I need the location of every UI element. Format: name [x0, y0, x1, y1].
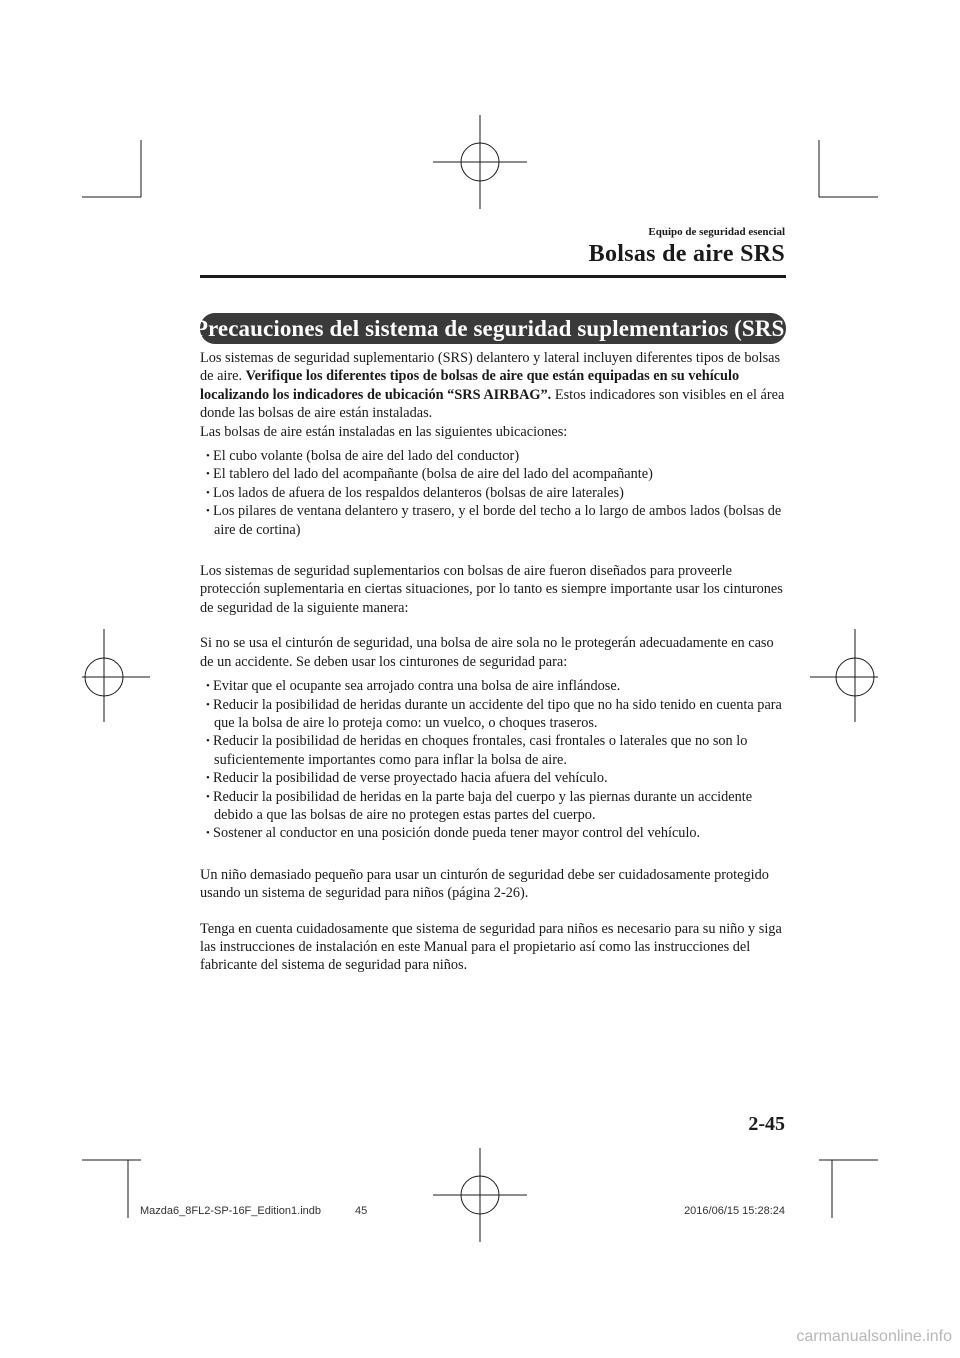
list-item	[206, 696, 790, 733]
locations-intro: Las bolsas de aire están instaladas en las siguientes ubicaciones:	[200, 423, 568, 440]
list-item-text: Sostener al conductor en una posición donde pueda tener mayor control del vehículo.	[213, 825, 701, 842]
list-item-text: El tablero del lado del acompañante (bolsa de aire del lado del acompañante)	[213, 466, 653, 483]
list-item-text: Reducir la posibilidad de verse proyectado hacia afuera del vehículo.	[213, 770, 608, 787]
bullet-icon: •	[206, 450, 210, 463]
footer-datetime: 2016/06/15 15:28:24	[684, 1205, 785, 1217]
list-item	[206, 824, 790, 842]
child-paragraph: Un niño demasiado pequeño para usar un cinturón de seguridad debe ser cuidadosamente protegido usando un sistema de seguridad para niños (página 2-26).	[200, 866, 769, 902]
list-item-text: Los lados de afuera de los respaldos delanteros (bolsas de aire laterales)	[213, 484, 624, 501]
list-item	[206, 732, 790, 769]
header-section-title: Equipo de seguridad esencial	[648, 226, 785, 238]
belt-paragraph: Si no se usa el cinturón de seguridad, una bolsa de aire sola no le protegerán adecuadamente en caso de un accidente. Se deben usar los cinturones de seguridad para:	[200, 635, 774, 670]
watermark: carmanualsonline.info	[796, 1328, 952, 1345]
bullet-icon: •	[206, 468, 210, 481]
list-item	[206, 465, 790, 483]
bullet-icon: •	[206, 790, 210, 803]
list-item-text: Los pilares de ventana delantero y trasero, y el borde del techo a lo largo de ambos lados (bolsas de aire de cortina)	[213, 503, 782, 538]
header-chapter-title: Bolsas de aire SRS	[588, 241, 785, 267]
list-item	[206, 769, 790, 787]
bullet-icon: •	[206, 680, 210, 693]
bullet-icon: •	[206, 827, 210, 840]
list-item-text: Reducir la posibilidad de heridas durante un accidente del tipo que no ha sido tenido en cuenta para que la bolsa de aire lo proteja como: un vuelco, o choques traseros.	[213, 696, 782, 731]
list-item	[206, 502, 790, 539]
list-item	[206, 788, 790, 825]
list-item	[206, 484, 790, 502]
banner-title: Precauciones del sistema de seguridad suplementarios (SRS)	[193, 315, 793, 341]
bullet-icon: •	[206, 772, 210, 785]
footer-page: 45	[355, 1205, 368, 1217]
footer-filename: Mazda6_8FL2-SP-16F_Edition1.indb	[140, 1205, 322, 1217]
header-divider	[200, 275, 786, 278]
list-item-text: Reducir la posibilidad de heridas en choques frontales, casi frontales o laterales que no son lo suficientemente importantes como para inflar la bolsa de aire.	[213, 733, 748, 768]
list-item	[206, 447, 790, 465]
bullet-icon: •	[206, 698, 210, 711]
list-item-text: Reducir la posibilidad de heridas en la parte baja del cuerpo y las piernas durante un accidente debido a que las bolsas de aire no protegen estas partes del cuerpo.	[213, 788, 753, 823]
list-item-text: El cubo volante (bolsa de aire del lado del conductor)	[213, 448, 520, 465]
list-item	[206, 677, 790, 695]
section-banner	[193, 313, 793, 344]
list-item-text: Evitar que el ocupante sea arrojado contra una bolsa de aire inflándose.	[213, 678, 621, 695]
intro-text-after: Estos indicadores son visibles en el área donde las bolsas de aire están instaladas.	[200, 386, 785, 422]
bullet-icon: •	[206, 486, 210, 499]
intro-text: Los sistemas de seguridad suplementario (SRS) delantero y lateral incluyen diferentes tipos de bolsas de aire.	[200, 350, 781, 385]
locations-list	[200, 447, 790, 539]
bullet-icon: •	[206, 505, 210, 518]
intro-bold-text: Verifique los diferentes tipos de bolsas de aire que están equipadas en su vehículo localizando los indicadores de ubicación “SRS AIRBAG”.	[200, 368, 740, 403]
design-paragraph: Los sistemas de seguridad suplementarios con bolsas de aire fueron diseñados para proveerle protección suplementaria en ciertas situaciones, por lo tanto es siempre importante usar los cinturones de seguridad de la siguiente manera:	[200, 563, 783, 616]
intro-paragraph	[200, 349, 790, 423]
instructions-paragraph: Tenga en cuenta cuidadosamente que sistema de seguridad para niños es necesario para su niño y siga las instrucciones de instalación en este Manual para el propietario así como las instrucciones del fabricante del sistema de seguridad para niños.	[200, 920, 782, 974]
belt-reasons-list	[200, 677, 790, 843]
body-text	[200, 349, 790, 975]
page-number: 2-45	[748, 1113, 785, 1135]
bullet-icon: •	[206, 735, 210, 748]
